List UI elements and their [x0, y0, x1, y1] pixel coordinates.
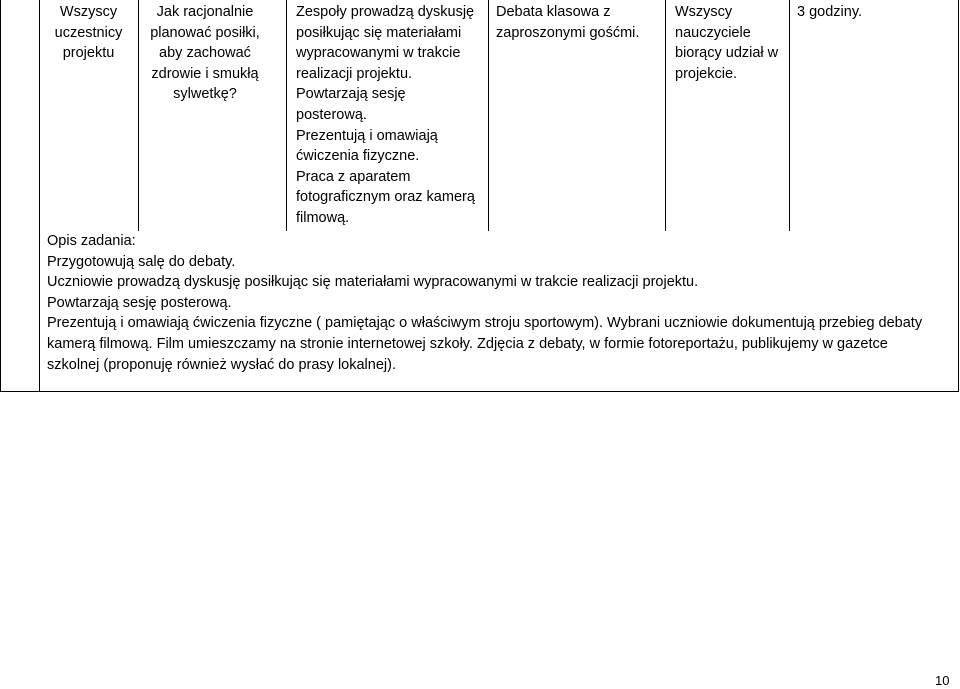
- cell-line: posiłkując się materiałami: [296, 24, 462, 41]
- description-line: Przygotowują salę do debaty.: [47, 253, 236, 270]
- cell-line: posterową.: [296, 106, 367, 123]
- cell-line: filmową.: [296, 209, 350, 226]
- cell-line: zdrowie i smukłą: [151, 65, 259, 82]
- description-line: Uczniowie prowadzą dyskusję posiłkując się materiałami wypracowanymi w trakcie realizacji projektu.: [47, 274, 699, 291]
- cell-line: aby zachować: [159, 45, 251, 62]
- form-cell: [496, 2, 639, 43]
- cell-line: nauczyciele: [675, 24, 751, 41]
- cell-line: Jak racjonalnie: [156, 4, 254, 20]
- description-line: Prezentują i omawiają ćwiczenia fizyczne ( pamiętając o właściwym stroju sportowym). Wybrani uczniowie dokumentują przebieg debaty: [47, 315, 923, 332]
- cell-line: projektu: [62, 45, 115, 62]
- cell-line: biorący udział w: [675, 45, 779, 62]
- cell-line: Praca z aparatem: [296, 168, 411, 185]
- cell-line: Prezentują i omawiają: [296, 127, 438, 144]
- description-title: Opis zadania:: [47, 233, 136, 249]
- cell-line: wypracowanymi w trakcie: [296, 45, 461, 62]
- cell-line: Wszyscy: [59, 4, 118, 20]
- cell-line: Zespoły prowadzą dyskusję: [296, 4, 475, 20]
- cell-line: 3 godziny.: [797, 4, 863, 20]
- description-line: kamerą filmową. Film umieszczamy na stronie internetowej szkoły. Zdjęcia z debaty, w formie fotoreportażu, publikujemy w gazetce: [47, 335, 888, 352]
- cell-line: ćwiczenia fizyczne.: [296, 148, 420, 165]
- responsible-cell: [675, 2, 778, 84]
- description-line: Powtarzają sesję posterową.: [47, 294, 232, 311]
- column-divider: [488, 0, 489, 231]
- column-divider: [286, 0, 287, 231]
- cell-line: Debata klasowa z: [496, 4, 611, 20]
- page-number: 10: [935, 673, 950, 688]
- participants-cell: [40, 2, 137, 64]
- cell-line: Wszyscy: [675, 4, 733, 20]
- task-description: [47, 231, 952, 375]
- question-cell: [138, 2, 272, 105]
- cell-line: realizacji projektu.: [296, 65, 413, 82]
- cell-line: sylwetkę?: [173, 86, 237, 103]
- activities-cell: [296, 2, 475, 229]
- column-divider: [665, 0, 666, 231]
- cell-line: planować posiłki,: [150, 24, 260, 41]
- time-cell: [797, 2, 862, 23]
- description-line: szkolnej (proponuję również wysłać do prasy lokalnej).: [47, 356, 396, 373]
- cell-line: zaproszonymi gośćmi.: [496, 24, 640, 41]
- column-divider: [789, 0, 790, 231]
- cell-line: uczestnicy: [54, 24, 123, 41]
- cell-line: fotograficznym oraz kamerą: [296, 189, 475, 206]
- cell-line: projekcie.: [675, 65, 738, 82]
- cell-line: Powtarzają sesję: [296, 86, 406, 103]
